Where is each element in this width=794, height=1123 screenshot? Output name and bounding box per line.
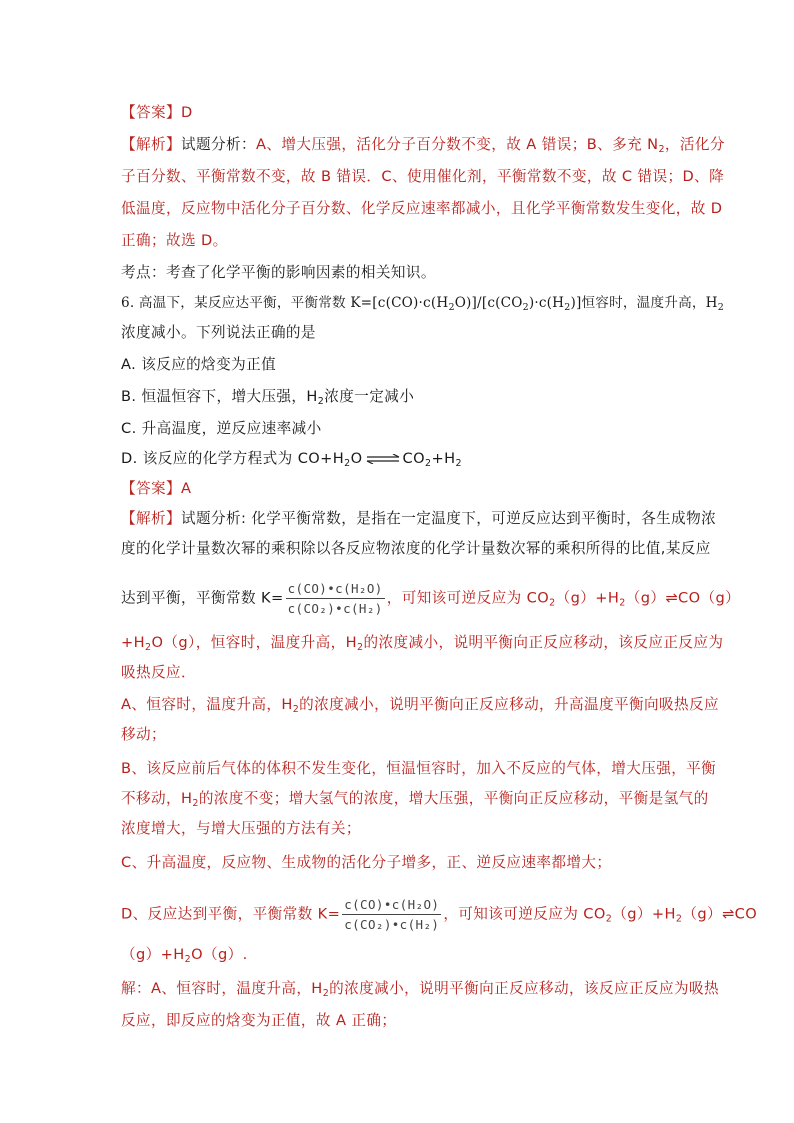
analysis2-d-line-2 xyxy=(121,944,248,966)
analysis-text: +H xyxy=(121,634,146,651)
analysis2-c-line: C、升高温度，反应物、生成物的活化分子增多，正、逆反应速率都增大； xyxy=(121,854,612,871)
subscript: 2 xyxy=(145,642,152,653)
analysis-text: 的浓度减小，说明平衡向正反应移动，该反应正反应为 xyxy=(363,634,724,651)
answer-line-1 xyxy=(121,102,193,124)
subscript: 2 xyxy=(658,144,665,155)
option-b-text: B. 恒温恒容下，增大压强，H xyxy=(121,388,318,405)
analysis-text: A、增大压强，活化分子百分数不变，故 A 错误；B、多充 N xyxy=(255,136,659,153)
analysis-text: 试题分析: 化学平衡常数，是指在一定温度下，可逆反应达到平衡时，各生成物浓 xyxy=(180,510,717,527)
analysis-text: 不移动，H xyxy=(121,790,193,807)
subscript: 2 xyxy=(522,302,529,313)
subscript: 2 xyxy=(455,458,462,469)
analysis-line-1 xyxy=(121,134,725,156)
answer-bracket: 【答案】 xyxy=(121,104,181,121)
k-fraction xyxy=(342,896,441,933)
analysis2-line-2: 度的化学计量数次幂的乘积除以各反应物浓度的化学计量数次幂的乘积所得的比值,某反应 xyxy=(121,540,711,557)
analysis-line-2: 子百分数、平衡常数不变，故 B 错误．C、使用催化剂，平衡常数不变，故 C 错误；D、降 xyxy=(121,168,725,185)
answer-value: D xyxy=(180,104,193,121)
subscript: 2 xyxy=(322,988,330,999)
q6-text: 6. 高温下，某反应达平衡，平衡常数 K=[c(CO)·c(H xyxy=(121,295,449,311)
analysis-text: 的浓度不变；增大氢气的浓度，增大压强，平衡向正反应移动，平衡是氢气的 xyxy=(198,790,709,807)
analysis2-a-line-2: 移动； xyxy=(121,726,166,743)
analysis-text: （g）+H xyxy=(121,946,185,963)
subscript: 2 xyxy=(549,597,556,609)
option-a: A. 该反应的焓变为正值 xyxy=(121,356,277,373)
analysis-text: 达到平衡，平衡常数 K= xyxy=(121,589,284,607)
subscript: 2 xyxy=(425,458,432,469)
analysis-bracket: 【解析】 xyxy=(121,510,181,527)
subscript: 2 xyxy=(605,913,613,925)
analysis-text: （g）⇌CO（g） xyxy=(625,589,741,607)
subscript: 2 xyxy=(564,302,571,313)
kaodian-line: 考点：考查了化学平衡的影响因素的相关知识。 xyxy=(121,264,436,281)
subscript: 2 xyxy=(192,798,199,809)
analysis-text: O（g），恒容时，温度升高，H xyxy=(151,634,358,651)
subscript: 2 xyxy=(717,302,724,313)
subscript: 2 xyxy=(357,642,364,653)
q6-text: O)]/[c(CO xyxy=(454,295,523,311)
answer-bracket: 【答案】 xyxy=(121,480,181,497)
analysis-text: ，可知该可逆反应为 CO xyxy=(386,589,550,607)
fraction-numerator: c(CO)•c(H₂O) xyxy=(286,580,385,599)
analysis-text: （g）+H xyxy=(612,905,676,923)
question-6-line-1 xyxy=(121,292,724,314)
fraction-denominator: c(CO₂)•c(H₂) xyxy=(344,917,440,932)
analysis2-line-3 xyxy=(121,580,740,617)
q6-text: )·c(H xyxy=(528,295,565,311)
subscript: 2 xyxy=(292,704,300,715)
q6-text: )]恒容时，温度升高，H xyxy=(570,295,718,311)
analysis-text: ，可知该可逆反应为 CO xyxy=(443,905,606,923)
analysis-text: （g）⇌CO xyxy=(682,905,758,923)
k-fraction xyxy=(286,580,385,617)
analysis-text: D、反应达到平衡，平衡常数 K= xyxy=(121,905,341,923)
option-d-text: +H xyxy=(431,450,456,467)
option-b xyxy=(121,386,414,408)
analysis2-b-line-2 xyxy=(121,788,709,810)
analysis2-b-line-1: B、该反应前后气体的体积不发生变化，恒温恒容时，加入不反应的气体，增大压强，平衡 xyxy=(121,760,717,777)
equilibrium-arrow-icon xyxy=(366,454,400,464)
solution-line-2: 反应，即反应的焓变为正值，故 A 正确； xyxy=(121,1012,397,1029)
analysis-text: 的浓度减小，说明平衡向正反应移动，升高温度平衡向吸热反应 xyxy=(299,696,719,713)
subscript: 2 xyxy=(619,597,626,609)
solution-line-1 xyxy=(121,978,719,1000)
answer-value: A xyxy=(180,480,192,497)
option-d-text: CO xyxy=(402,450,425,467)
analysis2-line-5: 吸热反应． xyxy=(121,664,196,681)
fraction-numerator: c(CO)•c(H₂O) xyxy=(342,896,441,915)
solution-text: 的浓度减小，说明平衡向正反应移动，该反应正反应为吸热 xyxy=(329,980,719,997)
option-d-text: O xyxy=(350,450,363,467)
analysis-line-3: 低温度，反应物中活化分子百分数、化学反应速率都减小，且化学平衡常数发生变化，故 D xyxy=(121,200,723,217)
subscript: 2 xyxy=(448,302,455,313)
subscript: 2 xyxy=(317,396,325,407)
analysis2-d-line-1 xyxy=(121,896,757,933)
option-d-text: D. 该反应的化学方程式为 CO+H xyxy=(121,450,345,467)
question-6-line-2: 浓度减小。下列说法正确的是 xyxy=(121,324,316,341)
option-b-text: 浓度一定减小 xyxy=(324,388,415,405)
subscript: 2 xyxy=(675,913,683,925)
analysis-text: ，活化分 xyxy=(664,136,725,153)
subscript: 2 xyxy=(344,458,351,469)
answer-line-2 xyxy=(121,478,191,500)
analysis-prefix: 试题分析： xyxy=(180,136,256,153)
analysis2-a-line-1 xyxy=(121,694,719,716)
analysis-text: O（g）. xyxy=(191,946,248,963)
option-d xyxy=(121,448,462,470)
analysis2-line-4 xyxy=(121,632,723,654)
analysis-text: （g）+H xyxy=(555,589,620,607)
fraction-denominator: c(CO₂)•c(H₂) xyxy=(287,601,383,616)
subscript: 2 xyxy=(184,954,192,965)
analysis-bracket: 【解析】 xyxy=(121,136,181,153)
analysis-text: A、恒容时，温度升高，H xyxy=(121,696,293,713)
analysis2-b-line-3: 浓度增大，与增大压强的方法有关； xyxy=(121,820,361,837)
analysis-line-4: 正确；故选 D。 xyxy=(121,232,228,249)
analysis2-line-1 xyxy=(121,508,716,530)
solution-text: 解：A、恒容时，温度升高，H xyxy=(121,980,323,997)
option-c: C. 升高温度，逆反应速率减小 xyxy=(121,420,322,437)
